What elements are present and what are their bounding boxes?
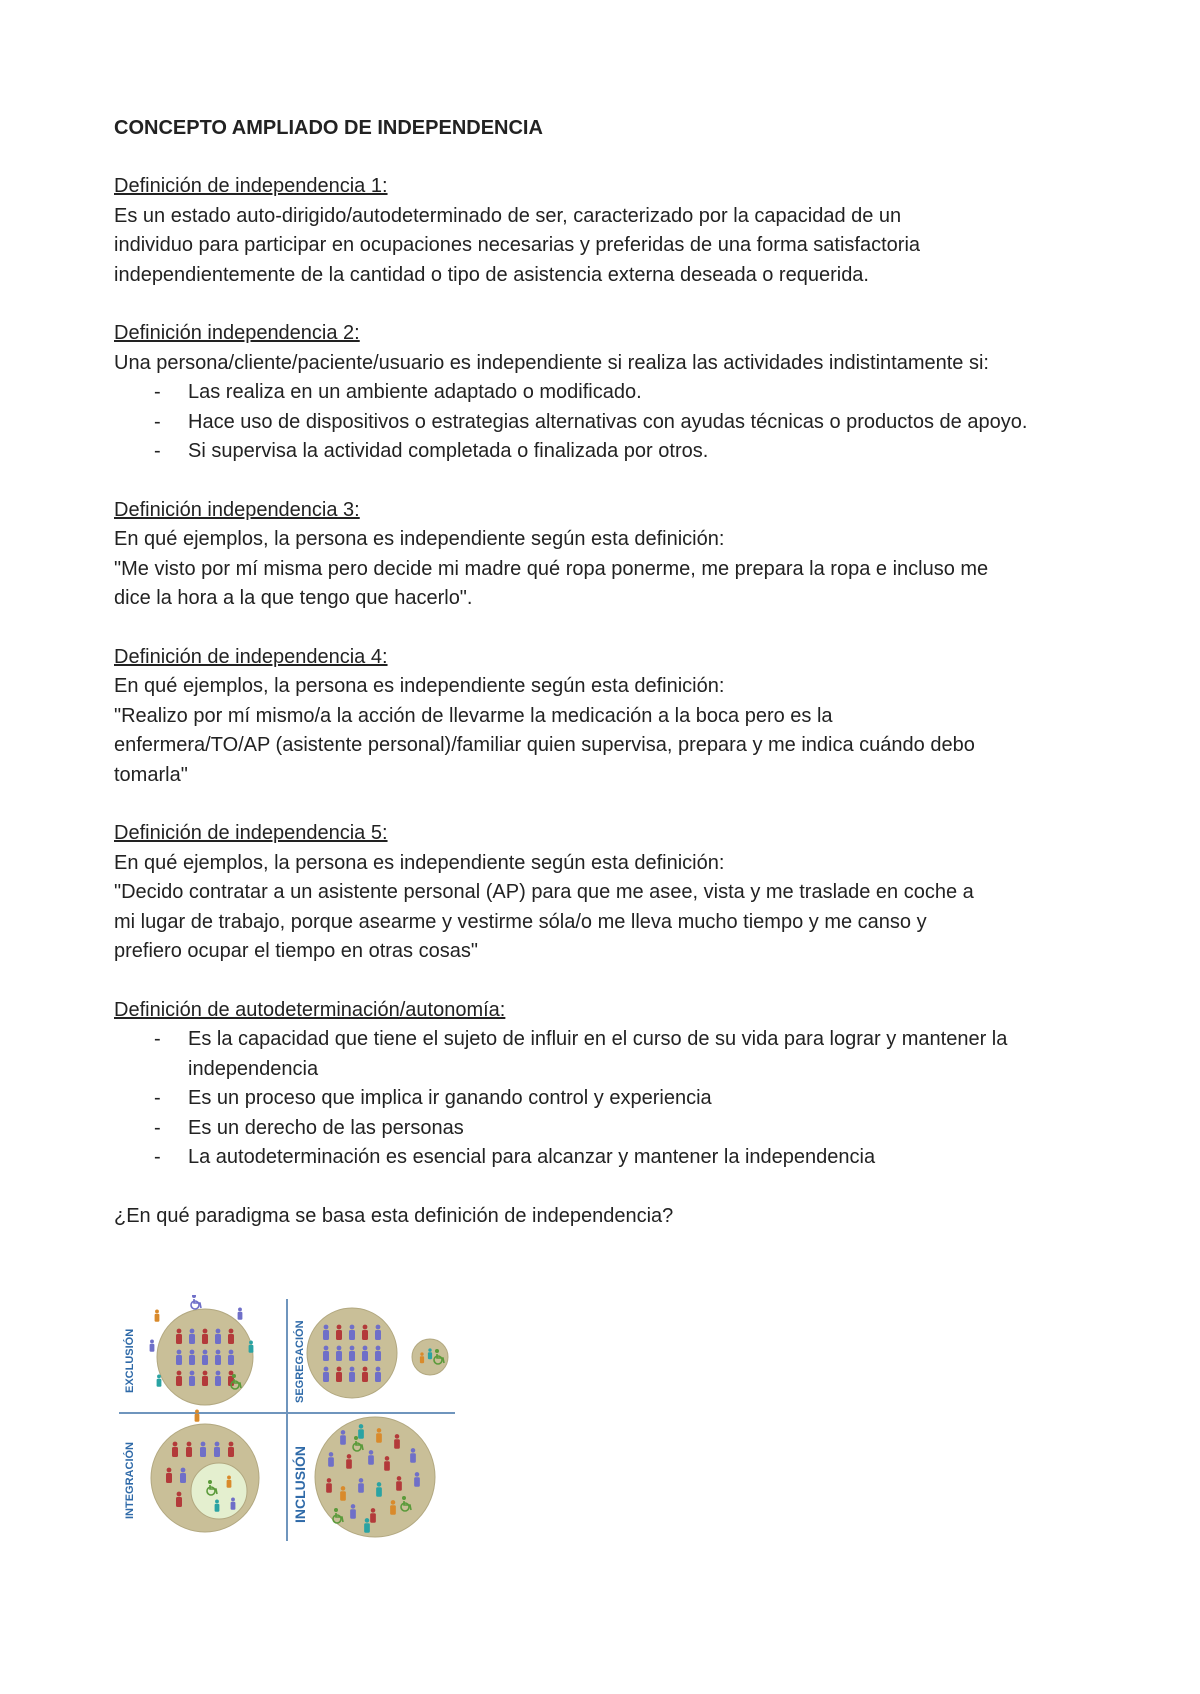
person-icon [340, 1486, 346, 1501]
list-item-text: Hace uso de dispositivos o estrategias alternativas con ayudas técnicas o productos de apoyo. [188, 410, 1028, 433]
person-icon [166, 1468, 172, 1483]
definition-section [114, 172, 1104, 290]
person-icon [375, 1346, 381, 1361]
person-icon [189, 1350, 195, 1365]
person-icon [228, 1442, 234, 1457]
person-icon [362, 1325, 368, 1340]
section-text-line: Es un estado auto-dirigido/autodeterminado de ser, caracterizado por la capacidad de un [114, 204, 902, 227]
person-icon [349, 1367, 355, 1382]
list-item [114, 1114, 1104, 1144]
person-icon [189, 1371, 195, 1386]
person-icon [375, 1325, 381, 1340]
section-text-line: "Me visto por mí misma pero decide mi madre qué ropa ponerme, me prepara la ropa e incluso me [114, 557, 989, 580]
list-item [114, 408, 1104, 438]
list-item-text: Las realiza en un ambiente adaptado o modificado. [188, 381, 642, 403]
section-text-line: "Decido contratar a un asistente personal (AP) para que me asee, vista y me traslade en coche a [114, 881, 974, 903]
person-icon [202, 1350, 208, 1365]
list-item [114, 1143, 1104, 1173]
person-icon [390, 1500, 396, 1515]
person-icon [227, 1475, 232, 1487]
person-icon [215, 1350, 221, 1365]
person-icon [215, 1371, 221, 1386]
person-icon [384, 1456, 390, 1471]
section-text-line: mi lugar de trabajo, porque asearme y vestirme sóla/o me lleva mucho tiempo y me canso y [114, 910, 927, 933]
dash-bullet-icon: - [154, 1087, 161, 1109]
person-icon [180, 1468, 186, 1483]
person-icon [420, 1352, 424, 1363]
person-icon [346, 1454, 352, 1469]
definition-section [114, 996, 1104, 1173]
person-icon [350, 1504, 356, 1519]
person-icon [157, 1374, 162, 1386]
section-text-line: prefiero ocupar el tiempo en otras cosas" [114, 940, 478, 962]
section-text-line: enfermera/TO/AP (asistente personal)/familiar quien supervisa, prepara y me indica cuándo debo [114, 734, 975, 756]
person-icon [215, 1499, 220, 1511]
section-heading: Definición independencia 3: [114, 498, 360, 521]
section-heading: Definición independencia 2: [114, 322, 360, 344]
dash-bullet-icon: - [154, 410, 161, 433]
person-icon [362, 1346, 368, 1361]
person-icon [326, 1478, 332, 1493]
person-icon [150, 1339, 155, 1351]
person-icon [215, 1329, 221, 1344]
person-icon [249, 1340, 254, 1352]
list-item-text: Es un derecho de las personas [188, 1116, 464, 1139]
dash-bullet-icon: - [154, 1146, 161, 1168]
list-item-text: La autodeterminación es esencial para alcanzar y mantener la independencia [188, 1146, 876, 1168]
person-icon [155, 1309, 160, 1321]
section-heading: Definición de autodeterminación/autonomía: [114, 998, 506, 1021]
dash-bullet-icon: - [154, 440, 161, 462]
person-icon [176, 1350, 182, 1365]
person-icon [376, 1482, 382, 1497]
section-heading: Definición de independencia 1: [114, 175, 388, 197]
person-icon [328, 1452, 334, 1467]
document-title: CONCEPTO AMPLIADO DE INDEPENDENCIA [114, 117, 543, 139]
person-icon [336, 1346, 342, 1361]
dash-bullet-icon: - [154, 1116, 161, 1139]
list-item [114, 378, 1104, 408]
section-text-line: individuo para participar en ocupaciones necesarias y preferidas de una forma satisfactoria [114, 234, 921, 256]
person-icon [195, 1409, 200, 1421]
person-icon [349, 1325, 355, 1340]
person-icon [323, 1325, 329, 1340]
person-icon [376, 1428, 382, 1443]
person-icon [336, 1325, 342, 1340]
person-icon [323, 1346, 329, 1361]
person-icon [414, 1472, 420, 1487]
person-icon [228, 1350, 234, 1365]
person-icon [428, 1348, 432, 1359]
person-icon [176, 1492, 182, 1507]
person-icon [176, 1329, 182, 1344]
section-text-line: dice la hora a la que tengo que hacerlo". [114, 587, 473, 609]
section-text-line: tomarla" [114, 763, 188, 786]
sections-container [114, 172, 1104, 1173]
person-icon [189, 1329, 195, 1344]
paradigm-question: ¿En qué paradigma se basa esta definición de independencia? [114, 1204, 674, 1227]
section-text-line: En qué ejemplos, la persona es independiente según esta definición: [114, 851, 725, 874]
person-icon [364, 1518, 370, 1533]
list-item-text: Es la capacidad que tiene el sujeto de influir en el curso de su vida para lograr y mantener la independencia [188, 1028, 1008, 1080]
list-item [114, 437, 1104, 467]
list-item [114, 1025, 1104, 1084]
person-icon [202, 1329, 208, 1344]
list-item-text: Si supervisa la actividad completada o finalizada por otros. [188, 440, 709, 462]
person-icon [362, 1367, 368, 1382]
person-icon [358, 1424, 364, 1439]
person-icon [238, 1307, 243, 1319]
person-icon [375, 1367, 381, 1382]
definition-section [114, 643, 1104, 791]
list-item [114, 1084, 1104, 1114]
section-heading: Definición de independencia 5: [114, 822, 388, 844]
person-icon [186, 1442, 192, 1457]
bullet-list [114, 378, 1104, 467]
person-icon [323, 1367, 329, 1382]
paradigm-diagram [117, 1295, 457, 1545]
definition-section [114, 496, 1104, 614]
section-text-line: En qué ejemplos, la persona es independiente según esta definición: [114, 675, 725, 697]
person-icon [176, 1371, 182, 1386]
section-text-line: "Realizo por mí mismo/a la acción de llevarme la medicación a la boca pero es la [114, 704, 833, 727]
label-exclusion: EXCLUSIÓN [124, 1328, 136, 1393]
definition-section [114, 819, 1104, 967]
person-icon [336, 1367, 342, 1382]
label-integration: INTEGRACIÓN [124, 1442, 136, 1519]
person-icon [200, 1442, 206, 1457]
person-icon [340, 1430, 346, 1445]
paradigm-figure [117, 1295, 457, 1545]
section-text-line: independientemente de la cantidad o tipo de asistencia externa deseada o requerida. [114, 263, 869, 286]
list-item-text: Es un proceso que implica ir ganando control y experiencia [188, 1087, 712, 1109]
person-icon [394, 1434, 400, 1449]
person-icon [370, 1508, 376, 1523]
person-icon [368, 1450, 374, 1465]
bullet-list [114, 1025, 1104, 1173]
label-inclusion: INCLUSIÓN [292, 1446, 308, 1523]
person-icon [349, 1346, 355, 1361]
person-icon [214, 1442, 220, 1457]
person-icon [172, 1442, 178, 1457]
person-icon [396, 1476, 402, 1491]
person-icon [231, 1497, 236, 1509]
wheelchair-icon [191, 1295, 201, 1309]
section-text-line: Una persona/cliente/paciente/usuario es independiente si realiza las actividades indistintamente si: [114, 351, 989, 374]
definition-section [114, 319, 1104, 467]
dash-bullet-icon: - [154, 1028, 161, 1050]
person-icon [358, 1478, 364, 1493]
section-heading: Definición de independencia 4: [114, 645, 388, 668]
label-segregation: SEGREGACIÓN [294, 1320, 306, 1403]
person-icon [410, 1448, 416, 1463]
person-icon [202, 1371, 208, 1386]
section-text-line: En qué ejemplos, la persona es independiente según esta definición: [114, 528, 725, 550]
document-body [114, 114, 1104, 1251]
dash-bullet-icon: - [154, 381, 161, 403]
person-icon [228, 1329, 234, 1344]
